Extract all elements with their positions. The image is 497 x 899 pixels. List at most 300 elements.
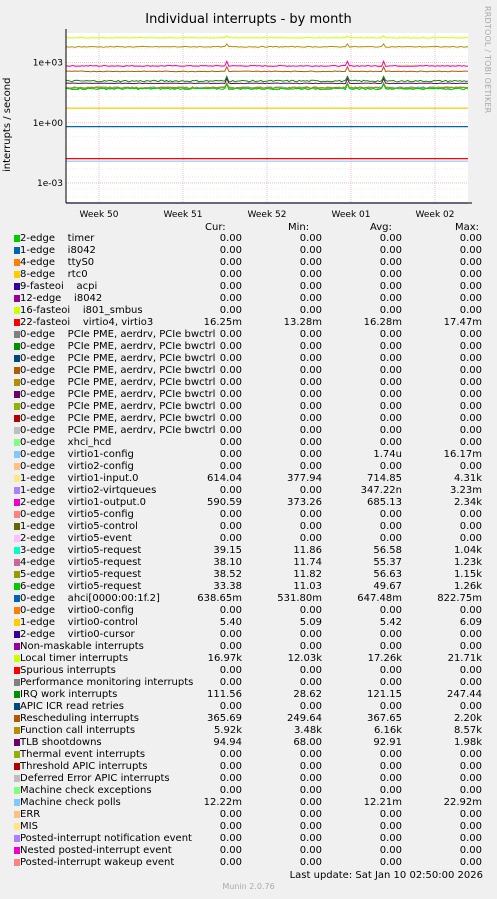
legend-min-value: 0.00 — [299, 329, 322, 340]
legend-row — [0, 281, 497, 293]
legend-min-value: 0.00 — [299, 521, 322, 532]
legend-cur-value: 0.00 — [219, 785, 242, 796]
legend-min-value: 0.00 — [299, 641, 322, 652]
legend-row — [0, 461, 497, 473]
header-min: Min: — [288, 222, 310, 233]
legend-avg-value: 0.00 — [379, 293, 402, 304]
legend-avg-value: 121.15 — [367, 689, 402, 700]
legend-avg-value: 0.00 — [379, 521, 402, 532]
legend-label: 0-edge PCIe PME, aerdrv, PCIe bwctrl — [20, 341, 216, 352]
legend-row — [0, 329, 497, 341]
legend-cur-value: 39.15 — [213, 545, 242, 556]
legend-cur-value: 0.00 — [219, 281, 242, 292]
legend-max-value: 0.00 — [459, 377, 482, 388]
legend-max-value: 0.00 — [459, 845, 482, 856]
legend-label: 0-edge virtio1-config — [20, 449, 134, 460]
legend-avg-value: 714.85 — [367, 473, 402, 484]
legend-avg-value: 0.00 — [379, 305, 402, 316]
legend-avg-value: 0.00 — [379, 377, 402, 388]
legend-avg-value: 17.26k — [367, 653, 402, 664]
legend-label: MIS — [20, 821, 38, 832]
legend-row — [0, 473, 497, 485]
legend-min-value: 0.00 — [299, 845, 322, 856]
legend-max-value: 0.00 — [459, 785, 482, 796]
legend-max-value: 1.23k — [453, 557, 482, 568]
legend-row — [0, 365, 497, 377]
legend-label: Non-maskable interrupts — [20, 641, 144, 652]
legend-row — [0, 293, 497, 305]
legend-min-value: 0.00 — [299, 305, 322, 316]
legend-label: 0-edge xhci_hcd — [20, 437, 112, 448]
legend-avg-value: 0.00 — [379, 749, 402, 760]
x-tick-label: Week 02 — [415, 210, 455, 220]
legend-row — [0, 809, 497, 821]
legend-cur-value: 0.00 — [219, 365, 242, 376]
legend-max-value: 1.26k — [453, 581, 482, 592]
legend-cur-value: 0.00 — [219, 293, 242, 304]
legend-cur-value: 12.22m — [203, 797, 242, 808]
legend-row — [0, 725, 497, 737]
legend-max-value: 0.00 — [459, 665, 482, 676]
legend-row — [0, 521, 497, 533]
legend-avg-value: 0.00 — [379, 365, 402, 376]
legend-label: 1-edge virtio5-control — [20, 521, 138, 532]
legend-max-value: 0.00 — [459, 701, 482, 712]
legend-min-value: 0.00 — [299, 677, 322, 688]
legend-cur-value: 0.00 — [219, 773, 242, 784]
legend-avg-value: 0.00 — [379, 245, 402, 256]
legend-max-value: 0.00 — [459, 389, 482, 400]
legend-min-value: 0.00 — [299, 461, 322, 472]
legend-row — [0, 653, 497, 665]
legend-avg-value: 0.00 — [379, 341, 402, 352]
legend-min-value: 0.00 — [299, 437, 322, 448]
legend-cur-value: 590.59 — [207, 497, 242, 508]
legend-cur-value: 0.00 — [219, 341, 242, 352]
legend-label: 0-edge virtio5-config — [20, 509, 134, 520]
legend-cur-value: 0.00 — [219, 749, 242, 760]
legend-min-value: 377.94 — [287, 473, 322, 484]
legend-avg-value: 0.00 — [379, 533, 402, 544]
legend-avg-value: 0.00 — [379, 857, 402, 868]
legend-avg-value: 0.00 — [379, 353, 402, 364]
legend-label: 0-edge PCIe PME, aerdrv, PCIe bwctrl — [20, 377, 216, 388]
legend-max-value: 8.57k — [453, 725, 482, 736]
legend-row — [0, 629, 497, 641]
legend-max-value: 0.00 — [459, 437, 482, 448]
legend-max-value: 22.92m — [443, 797, 482, 808]
legend-row — [0, 641, 497, 653]
legend-max-value: 0.00 — [459, 329, 482, 340]
legend-cur-value: 0.00 — [219, 665, 242, 676]
legend-min-value: 0.00 — [299, 245, 322, 256]
plot-area — [0, 0, 497, 222]
legend-min-value: 68.00 — [293, 737, 322, 748]
legend-cur-value: 0.00 — [219, 305, 242, 316]
legend-max-value: 1.04k — [453, 545, 482, 556]
legend-label: Machine check polls — [20, 797, 121, 808]
legend-max-value: 21.71k — [447, 653, 482, 664]
legend-row — [0, 497, 497, 509]
legend-row — [0, 353, 497, 365]
legend-label: 0-edge PCIe PME, aerdrv, PCIe bwctrl — [20, 353, 216, 364]
legend-label: 6-edge virtio5-request — [20, 581, 142, 592]
legend-cur-value: 111.56 — [207, 689, 242, 700]
legend-max-value: 0.00 — [459, 425, 482, 436]
legend-cur-value: 33.38 — [213, 581, 242, 592]
legend-avg-value: 0.00 — [379, 809, 402, 820]
legend-cur-value: 0.00 — [219, 461, 242, 472]
legend-cur-value: 0.00 — [219, 413, 242, 424]
legend-max-value: 0.00 — [459, 305, 482, 316]
munin-version: Munin 2.0.76 — [222, 882, 275, 891]
legend-cur-value: 16.25m — [203, 317, 242, 328]
legend-max-value: 0.00 — [459, 509, 482, 520]
legend-min-value: 3.48k — [293, 725, 322, 736]
legend-row — [0, 857, 497, 869]
header-avg: Avg: — [370, 222, 392, 233]
legend-avg-value: 56.58 — [373, 545, 402, 556]
legend-min-value: 0.00 — [299, 293, 322, 304]
legend-row — [0, 485, 497, 497]
legend-avg-value: 5.42 — [379, 617, 402, 628]
legend-avg-value: 367.65 — [367, 713, 402, 724]
legend-label: 2-edge timer — [20, 233, 95, 244]
chart-title: Individual interrupts - by month — [145, 12, 352, 27]
legend-avg-value: 0.00 — [379, 389, 402, 400]
legend-min-value: 11.03 — [293, 581, 322, 592]
legend-label: 0-edge PCIe PME, aerdrv, PCIe bwctrl — [20, 401, 216, 412]
legend-row — [0, 713, 497, 725]
legend-min-value: 11.86 — [293, 545, 322, 556]
legend-max-value: 0.00 — [459, 821, 482, 832]
legend-cur-value: 0.00 — [219, 761, 242, 772]
legend-max-value: 0.00 — [459, 281, 482, 292]
legend-cur-value: 38.52 — [213, 569, 242, 580]
legend-row — [0, 377, 497, 389]
legend-max-value: 0.00 — [459, 641, 482, 652]
legend-min-value: 0.00 — [299, 389, 322, 400]
legend-label: 16-fasteoi i801_smbus — [20, 305, 143, 316]
legend-row — [0, 545, 497, 557]
legend-row — [0, 569, 497, 581]
legend-min-value: 0.00 — [299, 605, 322, 616]
legend-min-value: 0.00 — [299, 353, 322, 364]
legend-row — [0, 389, 497, 401]
legend-avg-value: 0.00 — [379, 437, 402, 448]
legend-cur-value: 0.00 — [219, 629, 242, 640]
legend-max-value: 0.00 — [459, 401, 482, 412]
legend-cur-value: 0.00 — [219, 857, 242, 868]
legend-cur-value: 0.00 — [219, 329, 242, 340]
legend-label: 12-edge i8042 — [20, 293, 103, 304]
header-max: Max: — [455, 222, 480, 233]
legend-max-value: 0.00 — [459, 677, 482, 688]
legend-max-value: 0.00 — [459, 233, 482, 244]
legend-cur-value: 0.00 — [219, 521, 242, 532]
legend-avg-value: 0.00 — [379, 677, 402, 688]
legend-cur-value: 0.00 — [219, 425, 242, 436]
legend-max-value: 17.47m — [443, 317, 482, 328]
legend-label: 2-edge virtio1-output.0 — [20, 497, 146, 508]
legend-label: 4-edge ttyS0 — [20, 257, 95, 268]
legend-min-value: 0.00 — [299, 401, 322, 412]
legend-avg-value: 0.00 — [379, 329, 402, 340]
x-tick-label: Week 51 — [163, 210, 203, 220]
legend-min-value: 28.62 — [293, 689, 322, 700]
legend-cur-value: 5.40 — [219, 617, 242, 628]
legend-min-value: 0.00 — [299, 833, 322, 844]
legend-label: 0-edge PCIe PME, aerdrv, PCIe bwctrl — [20, 413, 216, 424]
legend-avg-value: 16.28m — [363, 317, 402, 328]
legend-label: Thermal event interrupts — [20, 749, 146, 760]
legend-avg-value: 12.21m — [363, 797, 402, 808]
legend-cur-value: 0.00 — [219, 485, 242, 496]
legend-min-value: 12.03k — [287, 653, 322, 664]
legend-cur-value: 0.00 — [219, 401, 242, 412]
legend-avg-value: 6.16k — [373, 725, 402, 736]
legend-row — [0, 845, 497, 857]
legend-row — [0, 677, 497, 689]
legend-avg-value: 685.13 — [367, 497, 402, 508]
legend-label: 1-edge i8042 — [20, 245, 96, 256]
legend-row — [0, 773, 497, 785]
last-update: Last update: Sat Jan 10 02:50:00 2026 — [289, 870, 483, 881]
legend-max-value: 0.00 — [459, 413, 482, 424]
legend-row — [0, 305, 497, 317]
legend-row — [0, 437, 497, 449]
legend-label: 0-edge ahci[0000:00:1f.2] — [20, 593, 160, 604]
legend-avg-value: 0.00 — [379, 425, 402, 436]
legend-cur-value: 0.00 — [219, 821, 242, 832]
legend-min-value: 0.00 — [299, 485, 322, 496]
y-tick-label: 1e+03 — [32, 58, 63, 69]
legend-cur-value: 0.00 — [219, 833, 242, 844]
legend-row — [0, 689, 497, 701]
legend-label: 2-edge virtio5-event — [20, 533, 132, 544]
legend-max-value: 0.00 — [459, 749, 482, 760]
legend-label: 5-edge virtio5-request — [20, 569, 142, 580]
legend-max-value: 0.00 — [459, 341, 482, 352]
legend-min-value: 0.00 — [299, 377, 322, 388]
legend-max-value: 0.00 — [459, 533, 482, 544]
legend-row — [0, 413, 497, 425]
legend-cur-value: 38.10 — [213, 557, 242, 568]
legend-avg-value: 0.00 — [379, 413, 402, 424]
legend-avg-value: 347.22n — [360, 485, 402, 496]
legend-min-value: 531.80m — [277, 593, 322, 604]
legend-min-value: 0.00 — [299, 281, 322, 292]
x-tick-label: Week 52 — [247, 210, 287, 220]
legend-label: IRQ work interrupts — [20, 689, 118, 700]
legend-row — [0, 785, 497, 797]
legend-max-value: 0.00 — [459, 773, 482, 784]
legend-max-value: 0.00 — [459, 353, 482, 364]
legend-cur-value: 0.00 — [219, 377, 242, 388]
legend-label: Nested posted-interrupt event — [20, 845, 172, 856]
legend-label: 9-fasteoi acpi — [20, 281, 98, 292]
legend-cur-value: 614.04 — [207, 473, 242, 484]
legend-row — [0, 557, 497, 569]
legend-min-value: 11.82 — [293, 569, 322, 580]
legend-row — [0, 737, 497, 749]
legend-max-value: 0.00 — [459, 629, 482, 640]
legend-avg-value: 0.00 — [379, 761, 402, 772]
legend-label: 0-edge PCIe PME, aerdrv, PCIe bwctrl — [20, 365, 216, 376]
legend-label: ERR — [20, 809, 41, 820]
legend-row — [0, 245, 497, 257]
legend-min-value: 0.00 — [299, 821, 322, 832]
legend-min-value: 0.00 — [299, 701, 322, 712]
legend-row — [0, 425, 497, 437]
legend-min-value: 0.00 — [299, 257, 322, 268]
legend-label: 8-edge rtc0 — [20, 269, 88, 280]
legend-avg-value: 0.00 — [379, 833, 402, 844]
legend-label: Rescheduling interrupts — [20, 713, 140, 724]
legend-max-value: 16.17m — [443, 449, 482, 460]
legend-cur-value: 0.00 — [219, 533, 242, 544]
legend-cur-value: 0.00 — [219, 845, 242, 856]
legend-label: 1-edge virtio0-control — [20, 617, 138, 628]
legend-cur-value: 0.00 — [219, 437, 242, 448]
legend-row — [0, 233, 497, 245]
legend-cur-value: 365.69 — [207, 713, 242, 724]
legend-cur-value: 0.00 — [219, 809, 242, 820]
legend-label: 2-edge virtio0-cursor — [20, 629, 135, 640]
legend-max-value: 0.00 — [459, 293, 482, 304]
y-axis-label: interrupts / second — [2, 77, 13, 173]
legend-avg-value: 647.48m — [357, 593, 402, 604]
legend-cur-value: 0.00 — [219, 641, 242, 652]
legend-cur-value: 16.97k — [207, 653, 242, 664]
legend-label: 0-edge PCIe PME, aerdrv, PCIe bwctrl — [20, 389, 216, 400]
legend-row — [0, 593, 497, 605]
legend-max-value: 0.00 — [459, 833, 482, 844]
legend-avg-value: 0.00 — [379, 269, 402, 280]
legend-avg-value: 0.00 — [379, 821, 402, 832]
legend-avg-value: 0.00 — [379, 845, 402, 856]
legend-max-value: 3.23m — [449, 485, 482, 496]
legend-row — [0, 401, 497, 413]
legend-row — [0, 665, 497, 677]
legend-max-value: 6.09 — [459, 617, 482, 628]
legend-avg-value: 0.00 — [379, 701, 402, 712]
legend-label: 0-edge PCIe PME, aerdrv, PCIe bwctrl — [20, 329, 216, 340]
legend-max-value: 1.15k — [453, 569, 482, 580]
legend-row — [0, 257, 497, 269]
legend-avg-value: 0.00 — [379, 461, 402, 472]
legend-min-value: 0.00 — [299, 233, 322, 244]
legend-avg-value: 0.00 — [379, 641, 402, 652]
legend-avg-value: 55.37 — [373, 557, 402, 568]
legend-avg-value: 56.63 — [373, 569, 402, 580]
legend-label: Function call interrupts — [20, 725, 136, 736]
legend-max-value: 0.00 — [459, 257, 482, 268]
legend-row — [0, 821, 497, 833]
legend-min-value: 0.00 — [299, 341, 322, 352]
legend-max-value: 0.00 — [459, 521, 482, 532]
y-tick-label: 1e-03 — [37, 178, 63, 189]
legend-cur-value: 0.00 — [219, 701, 242, 712]
legend-max-value: 247.44 — [447, 689, 482, 700]
legend-avg-value: 1.74u — [373, 449, 402, 460]
legend-min-value: 13.28m — [283, 317, 322, 328]
legend-avg-value: 0.00 — [379, 665, 402, 676]
legend-avg-value: 0.00 — [379, 605, 402, 616]
legend-avg-value: 0.00 — [379, 401, 402, 412]
legend-cur-value: 0.00 — [219, 389, 242, 400]
y-tick-label: 1e+00 — [32, 118, 63, 129]
legend-label: APIC ICR read retries — [20, 701, 124, 712]
legend-row — [0, 269, 497, 281]
legend-label: 1-edge virtio2-virtqueues — [20, 485, 157, 496]
legend-avg-value: 0.00 — [379, 281, 402, 292]
legend-min-value: 0.00 — [299, 797, 322, 808]
legend-avg-value: 0.00 — [379, 785, 402, 796]
legend-min-value: 0.00 — [299, 509, 322, 520]
legend-min-value: 0.00 — [299, 449, 322, 460]
legend-avg-value: 0.00 — [379, 509, 402, 520]
legend-label: 3-edge virtio5-request — [20, 545, 142, 556]
legend-min-value: 0.00 — [299, 425, 322, 436]
legend-cur-value: 94.94 — [213, 737, 242, 748]
legend-max-value: 0.00 — [459, 857, 482, 868]
legend-avg-value: 0.00 — [379, 233, 402, 244]
legend-max-value: 0.00 — [459, 245, 482, 256]
legend-row — [0, 701, 497, 713]
legend-label: 0-edge virtio2-config — [20, 461, 134, 472]
legend-label: Local timer interrupts — [20, 653, 129, 664]
legend-label: Deferred Error APIC interrupts — [20, 773, 170, 784]
legend-row — [0, 509, 497, 521]
legend-cur-value: 0.00 — [219, 245, 242, 256]
legend-min-value: 11.74 — [293, 557, 322, 568]
legend-min-value: 0.00 — [299, 629, 322, 640]
legend-max-value: 0.00 — [459, 761, 482, 772]
legend-label: 0-edge PCIe PME, aerdrv, PCIe bwctrl — [20, 425, 216, 436]
legend-avg-value: 49.67 — [373, 581, 402, 592]
legend-row — [0, 797, 497, 809]
legend-min-value: 0.00 — [299, 785, 322, 796]
legend-min-value: 0.00 — [299, 413, 322, 424]
legend-avg-value: 0.00 — [379, 629, 402, 640]
legend-label: 0-edge virtio0-config — [20, 605, 134, 616]
legend-min-value: 5.09 — [299, 617, 322, 628]
legend-min-value: 0.00 — [299, 773, 322, 784]
legend-min-value: 0.00 — [299, 665, 322, 676]
legend-cur-value: 5.92k — [213, 725, 242, 736]
legend-cur-value: 0.00 — [219, 269, 242, 280]
rrdtool-credit: RRDTOOL / TOBI OETIKER — [483, 6, 492, 114]
legend-cur-value: 0.00 — [219, 233, 242, 244]
legend-min-value: 0.00 — [299, 809, 322, 820]
legend-max-value: 2.34k — [453, 497, 482, 508]
legend-cur-value: 0.00 — [219, 605, 242, 616]
legend-cur-value: 638.65m — [197, 593, 242, 604]
legend-label: Performance monitoring interrupts — [20, 677, 194, 688]
legend-label: 22-fasteoi virtio4, virtio3 — [20, 317, 154, 328]
legend-row — [0, 749, 497, 761]
legend-max-value: 0.00 — [459, 809, 482, 820]
legend-row — [0, 533, 497, 545]
legend-min-value: 0.00 — [299, 761, 322, 772]
legend-cur-value: 0.00 — [219, 449, 242, 460]
legend-row — [0, 617, 497, 629]
legend-min-value: 249.64 — [287, 713, 322, 724]
legend-max-value: 0.00 — [459, 365, 482, 376]
legend-row — [0, 605, 497, 617]
legend-max-value: 0.00 — [459, 269, 482, 280]
